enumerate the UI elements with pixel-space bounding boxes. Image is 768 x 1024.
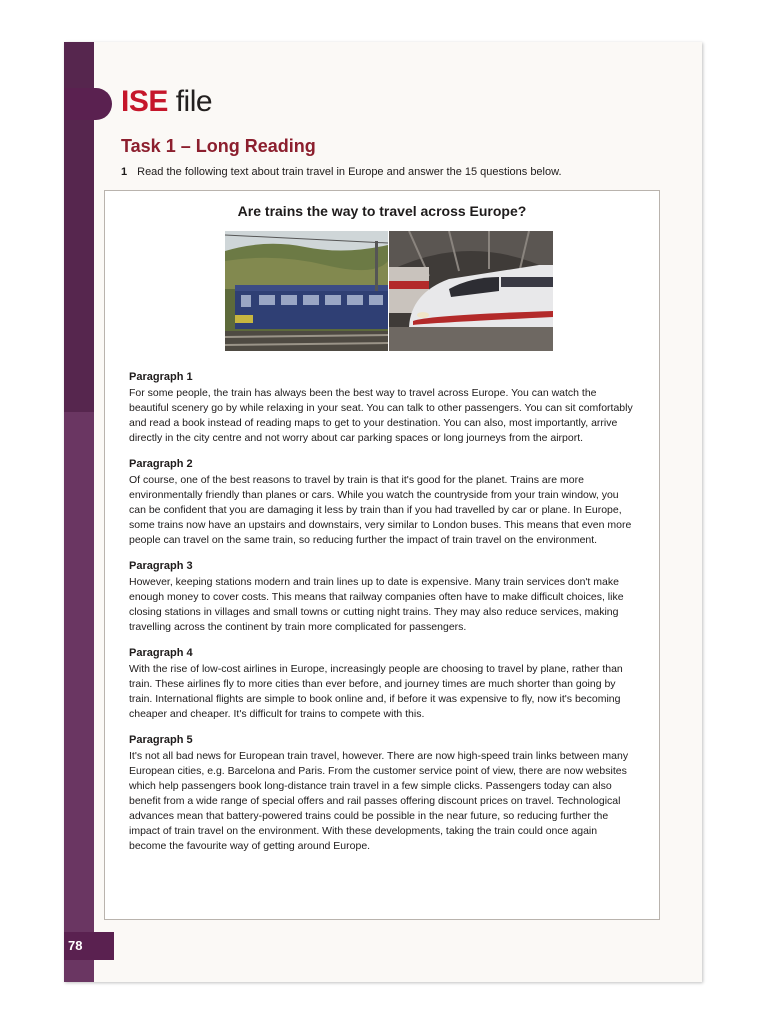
old-blue-train-photo — [225, 231, 388, 351]
section-title-brand: ISE — [121, 85, 168, 118]
paragraph-text: For some people, the train has always been the best way to travel across Europe. You can watch the beautiful scenery go by while relaxing in your seat. You can talk to other passengers. You can sit comfortably and read a book instead of reading maps to get to your destination. You can also, most importantly, arrive directly in the city centre and not worry about car parking spaces or long journeys from the airport. — [129, 387, 633, 444]
paragraph-heading: Paragraph 3 — [129, 560, 193, 572]
paragraph-text: It's not all bad news for European train travel, however. There are now high-speed train links between many European cities, e.g. Barcelona and Paris. From the customer service point of view, there are now websites which help passengers book long-distance train travel in a few simple clicks. Passengers today can also benefit from a wide range of special offers and rail passes offering discount prices on travel. Technological advances mean that battery-powered trains could be possible in the near future, so reducing further the impact of train travel on the environment. With these developments, taking the train could once again become the favourite way of getting around Europe. — [129, 750, 629, 852]
paragraph-2 — [129, 458, 635, 548]
section-title — [121, 84, 212, 120]
article-body — [129, 371, 635, 866]
task-title: Task 1 – Long Reading — [121, 136, 316, 156]
paragraph-heading: Paragraph 1 — [129, 371, 193, 383]
paragraph-heading: Paragraph 2 — [129, 458, 193, 470]
paragraph-1 — [129, 371, 635, 446]
paragraph-heading: Paragraph 4 — [129, 647, 193, 659]
paragraph-5 — [129, 734, 635, 854]
paragraph-text: Of course, one of the best reasons to travel by train is that it's good for the planet. Trains are more environmentally friendly than planes or cars. While you watch the countryside from your train window, you can be confident that you are damaging it less by train than if you had travelled by car or plane. In Europe, some trains now have an upstairs and downstairs, very similar to London buses. This means that even more people can travel on the same train, so reducing further the impact of train travel on the environment. — [129, 474, 632, 546]
paragraph-heading: Paragraph 5 — [129, 734, 193, 746]
high-speed-train-photo — [389, 231, 553, 351]
paragraph-3 — [129, 560, 635, 635]
instruction-number: 1 — [121, 166, 128, 178]
page-spine-band-lower — [64, 412, 94, 982]
task-instruction — [121, 166, 562, 178]
article-title: Are trains the way to travel across Europe? — [237, 203, 527, 219]
reading-text-box — [104, 190, 660, 920]
paragraph-4 — [129, 647, 635, 722]
section-title-suffix: file — [167, 85, 213, 118]
instruction-text: Read the following text about train travel in Europe and answer the 15 questions below. — [137, 166, 562, 178]
paragraph-text: However, keeping stations modern and train lines up to date is expensive. Many train services don't make enough money to cover costs. This means that railway companies often have to make difficult choices, like closing stations in villages and small towns or cutting night trains. They may also reduce services, making travelling across the continent by train more complicated for passengers. — [129, 576, 624, 633]
paragraph-text: With the rise of low-cost airlines in Europe, increasingly people are choosing to travel by plane, rather than train. These airlines fly to more cities than ever before, and journey times are much shorter than going by train. International flights are simple to book online and, if before it was expensive to fly, now it's becoming cheaper and cheaper. It's difficult for trains to compete with this. — [129, 663, 623, 720]
textbook-page — [64, 42, 702, 982]
header-tab-marker — [64, 88, 112, 120]
page-number: 78 — [64, 932, 114, 960]
